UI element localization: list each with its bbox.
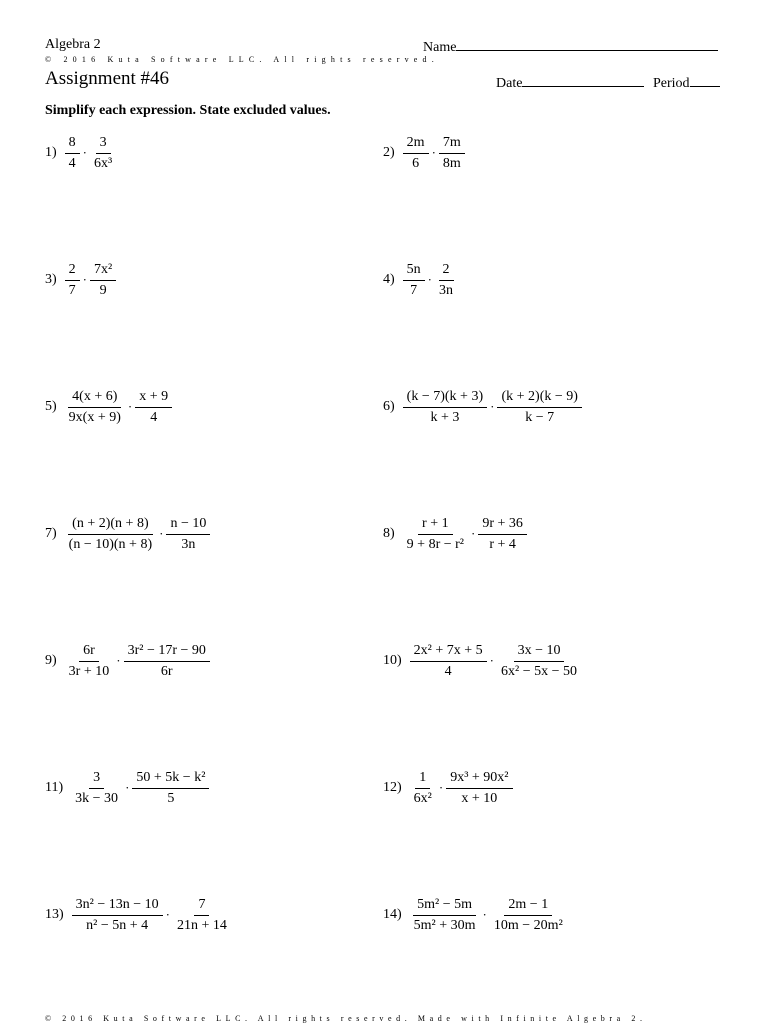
multiply-dot: ·	[82, 272, 88, 287]
second-denominator: 3n	[181, 536, 196, 552]
first-denominator: 6	[412, 155, 420, 171]
second-fraction	[439, 135, 465, 172]
second-numerator: 2	[439, 262, 454, 281]
problem-13	[45, 890, 233, 940]
second-fraction	[173, 897, 231, 934]
problem-number: 7)	[45, 526, 57, 541]
first-fraction	[65, 135, 80, 172]
assignment-title: Assignment #46	[45, 68, 170, 89]
name-field[interactable]	[423, 37, 718, 56]
first-denominator: 4	[444, 663, 452, 679]
first-numerator: 6r	[79, 643, 99, 662]
second-denominator: 4	[150, 409, 158, 425]
multiply-dot: ·	[159, 526, 164, 541]
second-fraction	[497, 389, 581, 426]
first-numerator: (n + 2)(n + 8)	[68, 516, 152, 535]
first-numerator: (k − 7)(k + 3)	[403, 389, 487, 408]
first-numerator: 2x² + 7x + 5	[410, 643, 487, 662]
first-fraction	[65, 516, 156, 553]
problem-number: 4)	[383, 272, 395, 287]
multiply-dot: ·	[489, 653, 495, 668]
second-fraction	[490, 897, 567, 934]
second-denominator: 6x² − 5x − 50	[501, 663, 578, 679]
first-numerator: 5m² − 5m	[413, 897, 476, 916]
problem-number: 10)	[383, 653, 402, 668]
problem-1	[45, 128, 118, 178]
problem-number: 11)	[45, 780, 64, 795]
first-numerator: 3	[89, 770, 104, 789]
problem-number: 14)	[383, 907, 402, 922]
first-numerator: 8	[65, 135, 80, 154]
second-fraction	[90, 135, 116, 172]
second-numerator: n − 10	[166, 516, 210, 535]
problem-12	[383, 763, 515, 813]
first-denominator: (n − 10)(n + 8)	[68, 536, 153, 552]
problem-11	[45, 763, 211, 813]
first-denominator: 6x²	[413, 790, 432, 806]
problem-number: 1)	[45, 145, 57, 160]
problem-3	[45, 255, 118, 305]
second-denominator: 8m	[442, 155, 461, 171]
second-numerator: 3x − 10	[514, 643, 565, 662]
second-denominator: 6r	[160, 663, 173, 679]
first-denominator: 4	[68, 155, 76, 171]
first-numerator: 1	[415, 770, 430, 789]
problem-5	[45, 382, 174, 432]
multiply-dot: ·	[165, 907, 171, 922]
first-numerator: 3n² − 13n − 10	[72, 897, 163, 916]
second-denominator: 10m − 20m²	[493, 917, 563, 933]
first-fraction	[403, 389, 487, 426]
first-fraction	[403, 516, 468, 553]
first-fraction	[72, 897, 163, 934]
problem-number: 5)	[45, 399, 57, 414]
second-denominator: 6x³	[94, 155, 113, 171]
second-fraction	[446, 770, 512, 807]
first-fraction	[71, 770, 122, 807]
multiply-dot: ·	[116, 653, 121, 668]
first-fraction	[65, 643, 114, 680]
second-denominator: 9	[99, 282, 107, 298]
date-label: Date	[496, 76, 523, 91]
problem-14	[383, 890, 569, 940]
first-numerator: r + 1	[418, 516, 453, 535]
second-fraction	[478, 516, 527, 553]
second-numerator: x + 9	[135, 389, 172, 408]
multiply-dot: ·	[490, 399, 495, 414]
problem-number: 8)	[383, 526, 395, 541]
second-fraction	[497, 643, 581, 680]
second-denominator: k − 7	[525, 409, 555, 425]
problem-2	[383, 128, 467, 178]
second-denominator: x + 10	[461, 790, 498, 806]
second-fraction	[90, 262, 116, 299]
date-blank[interactable]	[522, 73, 644, 87]
problem-number: 12)	[383, 780, 402, 795]
second-numerator: 7m	[439, 135, 465, 154]
first-denominator: k + 3	[430, 409, 460, 425]
first-denominator: 9x(x + 9)	[68, 409, 121, 425]
period-field[interactable]	[653, 73, 720, 92]
problem-4	[383, 255, 459, 305]
second-numerator: 3	[96, 135, 111, 154]
period-blank[interactable]	[690, 73, 720, 87]
second-denominator: 5	[167, 790, 175, 806]
period-label: Period	[653, 76, 690, 91]
second-numerator: 3r² − 17r − 90	[124, 643, 210, 662]
problem-number: 6)	[383, 399, 395, 414]
second-fraction	[166, 516, 210, 553]
multiply-dot: ·	[438, 780, 444, 795]
first-fraction	[410, 643, 487, 680]
first-denominator: n² − 5n + 4	[86, 917, 149, 933]
multiply-dot: ·	[125, 780, 130, 795]
second-numerator: 9x³ + 90x²	[446, 770, 512, 789]
first-fraction	[410, 897, 480, 934]
first-denominator: 9 + 8r − r²	[406, 536, 464, 552]
problem-number: 2)	[383, 145, 395, 160]
second-fraction	[124, 643, 210, 680]
first-numerator: 2m	[403, 135, 429, 154]
second-numerator: 50 + 5k − k²	[132, 770, 209, 789]
first-fraction	[410, 770, 436, 807]
multiply-dot: ·	[431, 145, 436, 160]
first-denominator: 3r + 10	[68, 663, 110, 679]
problem-6	[383, 382, 584, 432]
second-numerator: 7x²	[90, 262, 116, 281]
first-numerator: 4(x + 6)	[68, 389, 121, 408]
second-fraction	[135, 389, 172, 426]
first-numerator: 2	[65, 262, 80, 281]
course-name: Algebra 2	[45, 37, 101, 52]
footer-copyright: © 2016 Kuta Software LLC. All rights reserved. Made with Infinite Algebra 2.	[45, 1014, 647, 1023]
problem-10	[383, 636, 583, 686]
first-numerator: 5n	[403, 262, 425, 281]
first-denominator: 5m² + 30m	[413, 917, 476, 933]
second-numerator: (k + 2)(k − 9)	[497, 389, 581, 408]
first-fraction	[403, 262, 425, 299]
problem-number: 3)	[45, 272, 57, 287]
second-fraction	[132, 770, 209, 807]
problem-8	[383, 509, 529, 559]
second-denominator: r + 4	[489, 536, 516, 552]
name-label: Name	[423, 40, 457, 55]
first-denominator: 7	[68, 282, 76, 298]
problem-9	[45, 636, 212, 686]
name-blank[interactable]	[456, 37, 718, 51]
first-fraction	[65, 389, 125, 426]
second-denominator: 21n + 14	[177, 917, 227, 933]
multiply-dot: ·	[470, 526, 476, 541]
second-numerator: 7	[194, 897, 209, 916]
multiply-dot: ·	[82, 145, 88, 160]
second-numerator: 9r + 36	[478, 516, 527, 535]
multiply-dot: ·	[427, 272, 433, 287]
second-denominator: 3n	[439, 282, 454, 298]
second-fraction	[435, 262, 457, 299]
instructions: Simplify each expression. State excluded values.	[45, 103, 331, 118]
problem-7	[45, 509, 212, 559]
first-fraction	[403, 135, 429, 172]
date-field[interactable]	[496, 73, 644, 92]
first-denominator: 7	[410, 282, 418, 298]
first-denominator: 3k − 30	[75, 790, 119, 806]
problem-number: 9)	[45, 653, 57, 668]
multiply-dot: ·	[482, 907, 487, 922]
first-fraction	[65, 262, 80, 299]
multiply-dot: ·	[127, 399, 133, 414]
copyright-notice: © 2016 Kuta Software LLC. All rights reserved.	[45, 55, 439, 64]
problem-number: 13)	[45, 907, 64, 922]
second-numerator: 2m − 1	[504, 897, 552, 916]
